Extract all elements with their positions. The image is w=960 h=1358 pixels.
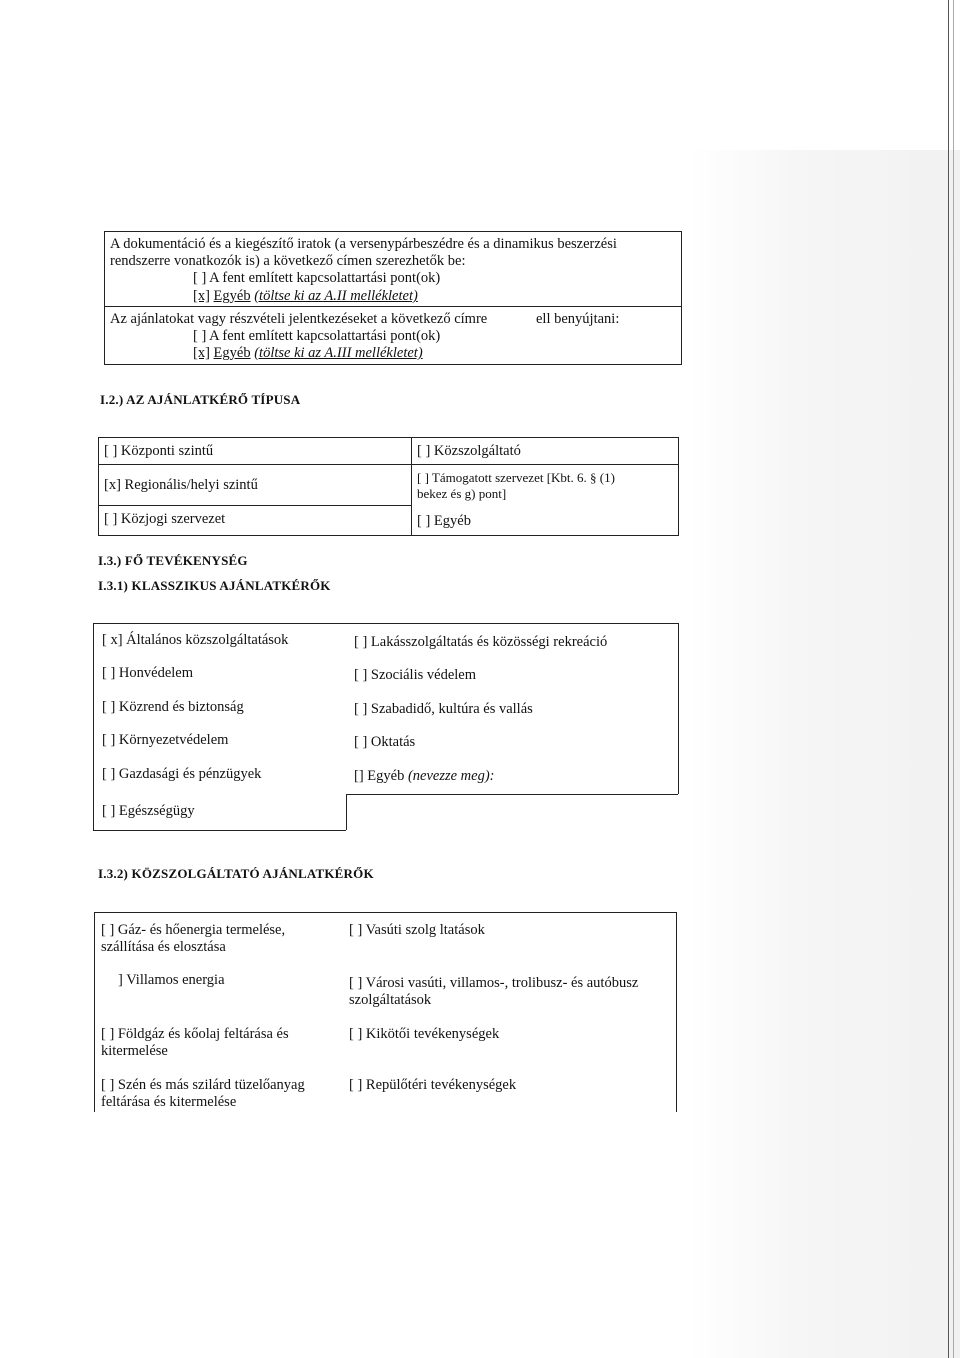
classic-item-housing: [ ] Lakásszolgáltatás és közösségi rekreáció [354,634,608,650]
utility-urban-transport-line-2: szolgáltatások [349,992,432,1008]
classic-item-economy: [ ] Gazdasági és pénzügyek [102,766,262,782]
classic-table-right [678,623,679,794]
type-utility: [ ] Közszolgáltató [417,443,521,459]
scan-shading [690,150,960,1358]
contact-option-2 [193,288,418,305]
classic-table-step-vertical [346,794,347,830]
contact-option-4-label: Egyéb [213,345,251,361]
type-regional: [x] Regionális/helyi szintű [104,477,258,493]
contact-line-3b: ell benyújtani: [536,311,620,327]
type-table-row-divider-1 [98,464,679,465]
utility-coal-line-2: feltárása és kitermelése [101,1094,237,1110]
classic-item-recreation: [ ] Szabadidő, kultúra és vallás [354,701,533,717]
classic-table-top [93,623,678,624]
checkbox-checked: [x] [193,288,210,304]
utility-airport: [ ] Repülőtéri tevékenységek [349,1077,517,1093]
contact-box-divider [104,306,682,307]
type-other: [ ] Egyéb [417,513,471,529]
utility-coal-line-1: [ ] Szén és más szilárd tüzelőanyag [101,1077,305,1093]
utility-railway: [ ] Vasúti szolg ltatások [349,922,485,938]
classic-item-other-label: [] Egyéb [354,768,405,784]
section-1-2-heading: I.2.) AZ AJÁNLATKÉRŐ TÍPUSA [100,392,301,407]
classic-table-step [346,794,678,795]
utility-table-left [94,912,95,1112]
classic-item-other-note: (nevezze meg): [407,768,495,784]
utility-port: [ ] Kikötői tevékenységek [349,1026,500,1042]
contact-option-4-note: (töltse ki az A.III mellékletet) [254,345,423,361]
section-1-3-heading: I.3.) FŐ TEVÉKENYSÉG [98,553,248,568]
classic-table-bottom [93,830,346,831]
classic-item-defence: [ ] Honvédelem [102,665,193,681]
utility-electricity: ] Villamos energia [118,972,225,988]
utility-oil-gas-line-1: [ ] Földgáz és kőolaj feltárása és [101,1026,289,1042]
type-table-col-divider [411,437,412,536]
utility-gas-line-1: [ ] Gáz- és hőenergia termelése, [101,922,286,938]
classic-item-other [354,768,495,785]
type-table-row-divider-2 [98,505,411,506]
section-1-3-2-heading: I.3.2) KÖZSZOLGÁLTATÓ AJÁNLATKÉRŐK [98,866,374,881]
section-1-3-1-heading: I.3.1) KLASSZIKUS AJÁNLATKÉRŐK [98,578,331,593]
type-public-law: [ ] Közjogi szervezet [104,511,226,527]
checkbox-checked: [x] [193,345,210,361]
type-supported-line-2: bekez és g) pont] [417,486,507,501]
contact-option-2-note: (töltse ki az A.II mellékletet) [254,288,418,304]
page-edge-shadow [953,0,954,1358]
page-edge [948,0,949,1358]
utility-table-top [94,912,676,913]
classic-item-education: [ ] Oktatás [354,734,416,750]
contact-option-4 [193,345,423,362]
utility-gas-line-2: szállítása és elosztása [101,939,226,955]
contact-line-3a: Az ajánlatokat vagy részvételi jelentkezéseket a következő címre [110,311,488,327]
classic-item-general: [ x] Általános közszolgáltatások [102,632,289,648]
classic-table-left [93,623,94,830]
classic-item-social: [ ] Szociális védelem [354,667,476,683]
classic-item-health: [ ] Egészségügy [102,803,195,819]
contact-line-2: rendszerre vonatkozók is) a következő címen szerezhetők be: [110,253,466,269]
contact-option-3: [ ] A fent említett kapcsolattartási pont(ok) [193,328,441,344]
type-supported-line-1: [ ] Támogatott szervezet [Kbt. 6. § (1) [417,470,615,485]
contact-option-1: [ ] A fent említett kapcsolattartási pont(ok) [193,270,441,286]
utility-table-right [676,912,677,1112]
classic-item-environment: [ ] Környezetvédelem [102,732,229,748]
utility-oil-gas-line-2: kitermelése [101,1043,168,1059]
contact-line-1: A dokumentáció és a kiegészítő iratok (a versenypárbeszédre és a dinamikus beszerzési [110,236,617,252]
classic-item-public-order: [ ] Közrend és biztonság [102,699,244,715]
contact-option-2-label: Egyéb [213,288,251,304]
type-central: [ ] Központi szintű [104,443,214,459]
utility-urban-transport-line-1: [ ] Városi vasúti, villamos-, trolibusz- és autóbusz [349,975,639,991]
